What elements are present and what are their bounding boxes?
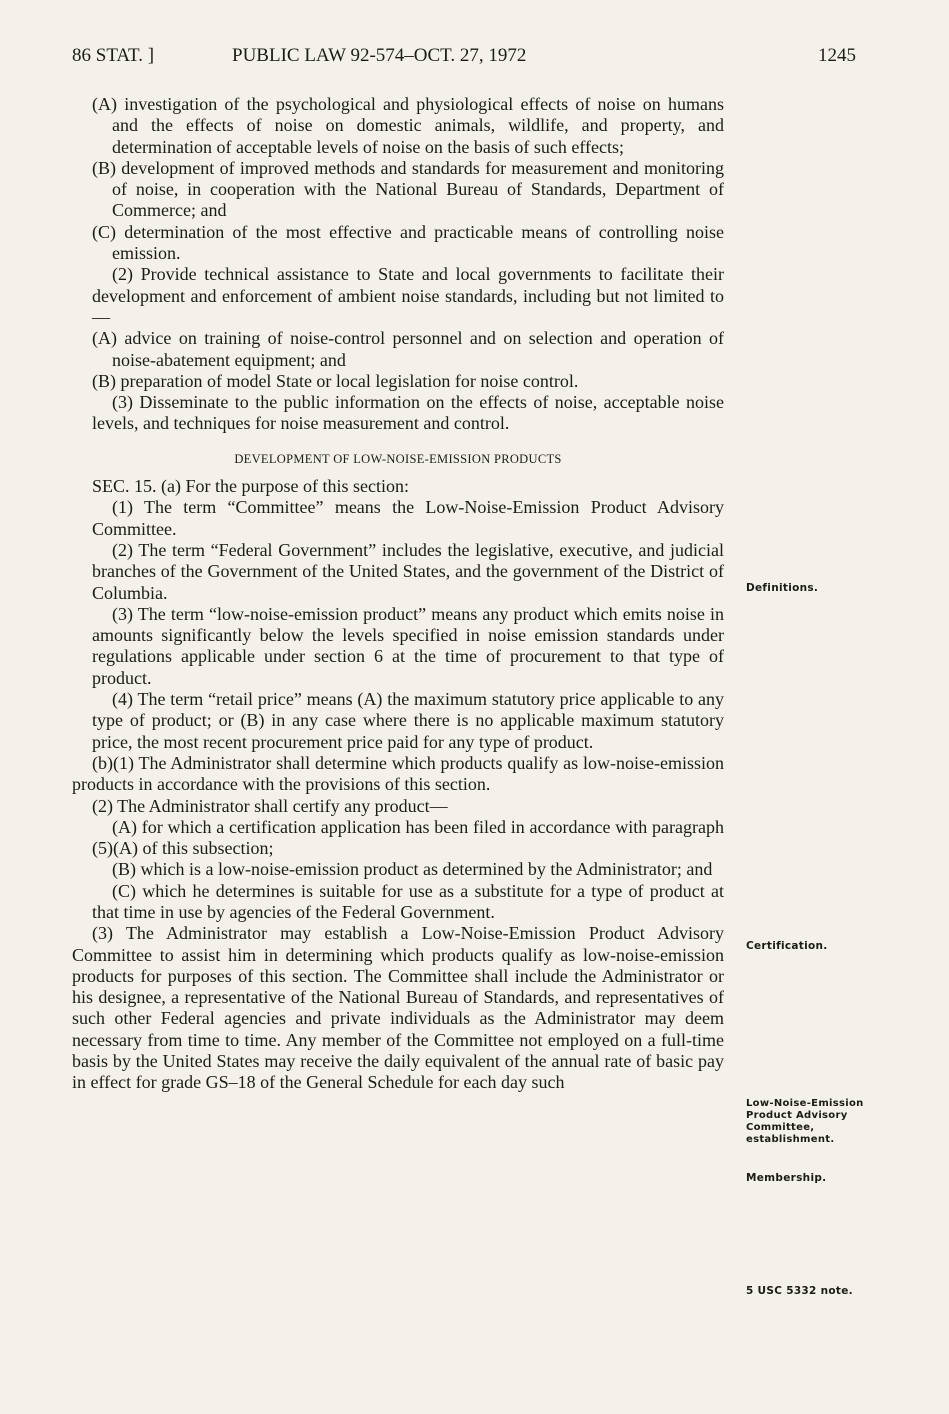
side-note-committee-establishment: Low-Noise-Emission Product Advisory Committee, establishment. <box>746 1098 864 1145</box>
section-heading: DEVELOPMENT OF LOW-NOISE-EMISSION PRODUCTS <box>234 451 562 466</box>
para-1-B: (B) development of improved methods and standards for measurement and monitoring of noise, in cooperation with the National Bureau of Standards, Department of Commerce; and <box>92 157 724 221</box>
para-2-A: (A) advice on training of noise-control personnel and on selection and operation of noise-abatement equipment; and <box>92 328 724 370</box>
body-text <box>72 94 724 1094</box>
para-2-B: (B) preparation of model State or local legislation for noise control. <box>92 370 579 391</box>
header-volume: 86 <box>72 45 91 66</box>
header-page-number: 1245 <box>818 45 856 66</box>
side-note-definitions: Definitions. <box>746 582 819 594</box>
header-statute-ref <box>72 44 154 68</box>
para-b-3: (3) The Administrator may establish a Low-Noise-Emission Product Advisory Committee to assist him in determining which products qualify as low-noise-emission products for purposes of this section. The Committee shall include the Administrator or his designee, a representative of the National Bureau of Standards, and representatives of such other Federal agencies and private individuals as the Administrator may deem necessary from time to time. Any member of the Committee not employed on a full-time basis by the United States may receive the daily equivalent of the annual rate of basic pay in effect for grade GS–18 of the General Schedule for each day such <box>72 923 724 1093</box>
para-b-1: (b)(1) The Administrator shall determine which products qualify as low-noise-emission products in accordance with the provisions of this section. <box>72 752 724 795</box>
para-b-2-A: (A) for which a certification application has been filed in accordance with paragraph (5)(A) of this subsection; <box>92 816 724 859</box>
side-note-certification: Certification. <box>746 940 828 952</box>
para-3: (3) Disseminate to the public information on the effects of noise, acceptable noise levels, and techniques for noise measurement and control. <box>92 392 724 434</box>
side-note-usc-reference: 5 USC 5332 note. <box>746 1285 853 1297</box>
side-note-membership: Membership. <box>746 1172 827 1184</box>
def-3: (3) The term “low-noise-emission product” means any product which emits noise in amounts significantly below the levels specified in noise emission standards under regulations applicable under section 6 at the time of procurement to that type of product. <box>92 603 724 688</box>
def-2: (2) The term “Federal Government” includes the legislative, executive, and judicial branches of the Government of the United States, and the government of the District of Columbia. <box>92 539 724 603</box>
sec-15-intro: SEC. 15. (a) For the purpose of this section: <box>92 476 409 497</box>
para-b-2-C: (C) which he determines is suitable for use as a substitute for a type of product at that time in use by agencies of the Federal Government. <box>92 880 724 922</box>
para-b-2: (2) The Administrator shall certify any product— <box>92 795 448 816</box>
para-1-C: (C) determination of the most effective and practicable means of controlling noise emission. <box>92 221 724 264</box>
para-b-2-B: (B) which is a low-noise-emission product as determined by the Administrator; and <box>112 859 713 880</box>
def-1: (1) The term “Committee” means the Low-Noise-Emission Product Advisory Committee. <box>92 497 724 539</box>
header-stat: STAT. ] <box>95 45 155 66</box>
para-2: (2) Provide technical assistance to State and local governments to facilitate their development and enforcement of ambient noise standards, including but not limited to— <box>92 264 724 327</box>
header-title: PUBLIC LAW 92-574–OCT. 27, 1972 <box>232 45 527 66</box>
def-4: (4) The term “retail price” means (A) the maximum statutory price applicable to any type of product; or (B) in any case where there is no applicable maximum statutory price, the most recent procurement price paid for any type of product. <box>92 689 724 752</box>
para-1-A: (A) investigation of the psychological and physiological effects of noise on humans and the effects of noise on domestic animals, wildlife, and property, and determination of acceptable levels of noise on the basis of such effects; <box>92 94 724 157</box>
